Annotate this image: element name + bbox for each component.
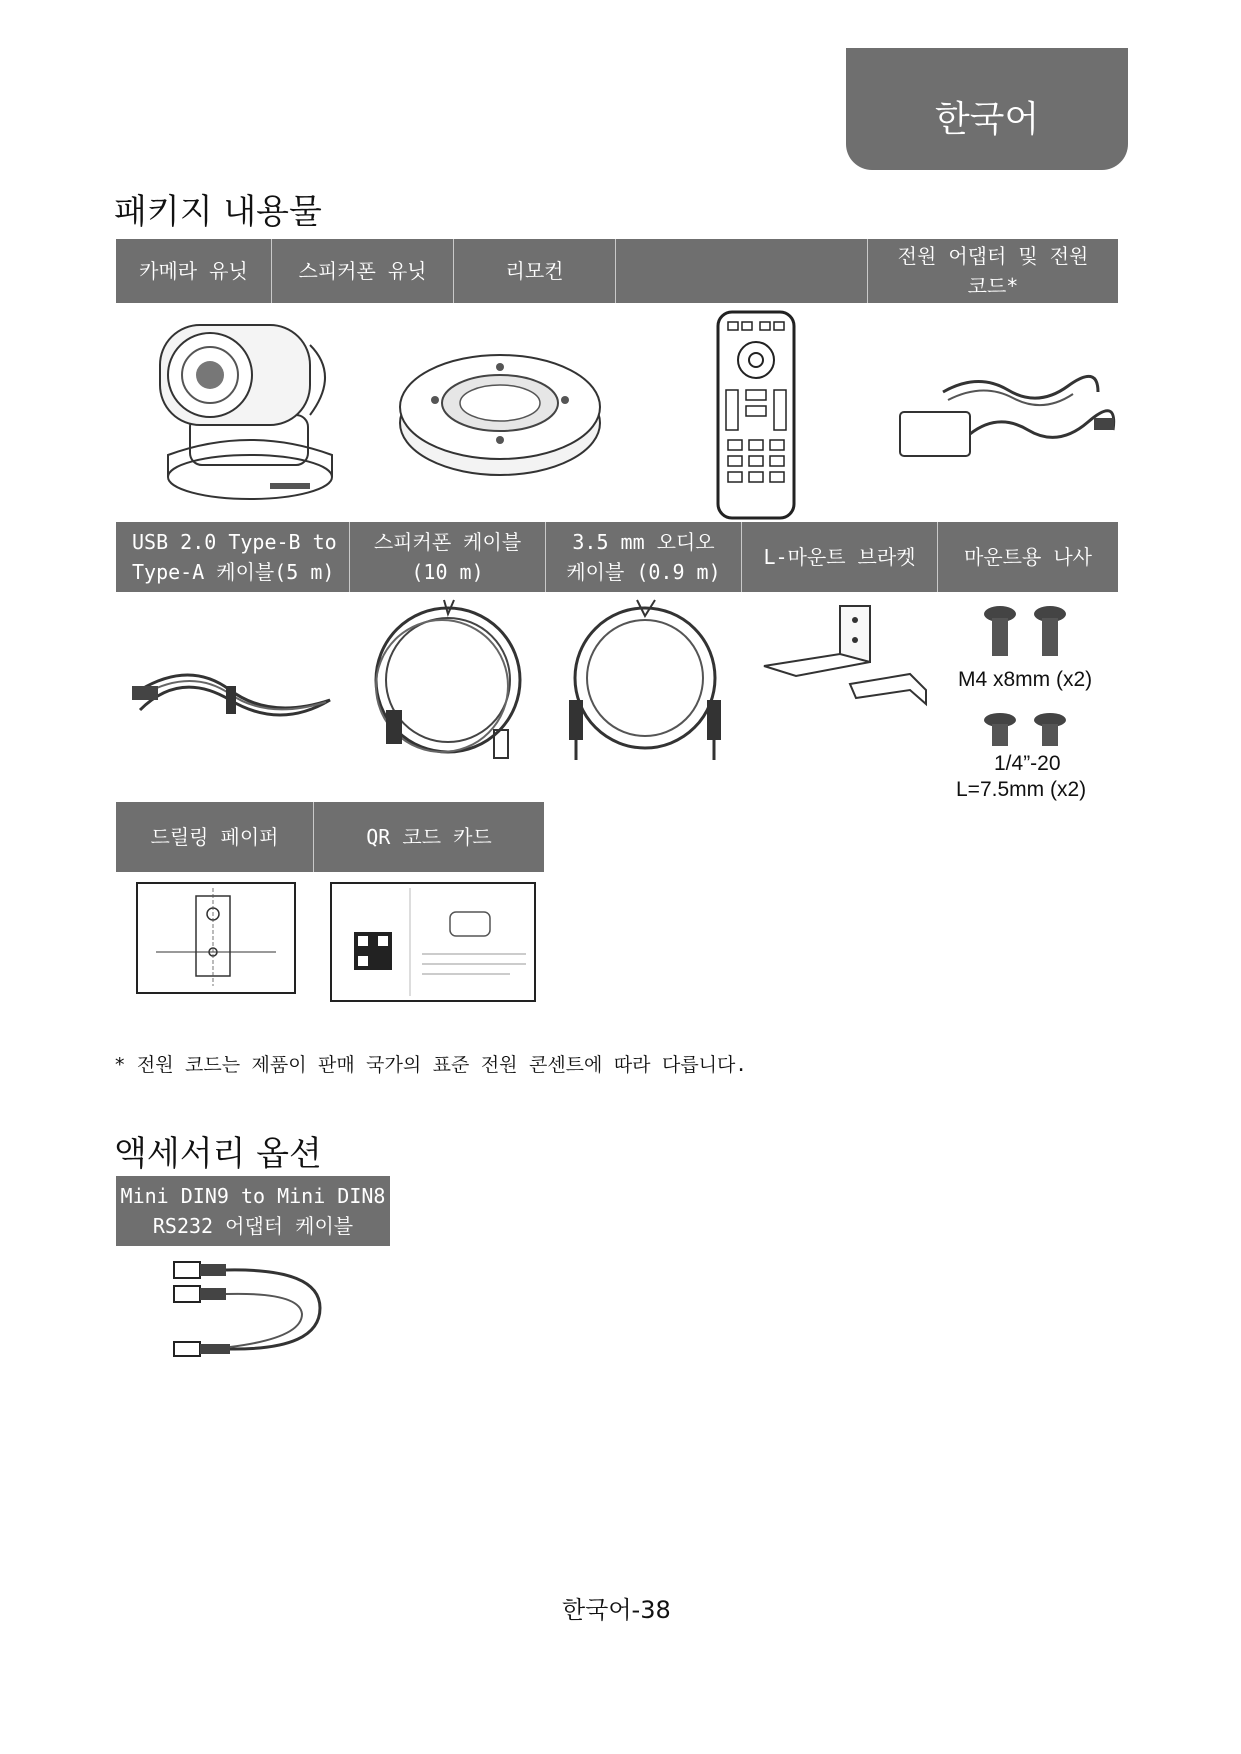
header-empty [616,239,868,303]
camera-unit-illustration [150,305,350,505]
page-number: 한국어-38 [562,1596,671,1624]
language-tab [846,48,1128,170]
screw-label-m4: M4 x8mm (x2) [958,668,1093,691]
screw-label-quarter-inch: 1/4”-20 [994,752,1061,775]
package-section-title: 패키지 내용물 [114,192,322,232]
header-power-adapter: 전원 어댑터 및 전원 코드* [868,239,1118,303]
header-camera-unit: 카메라 유닛 [116,239,272,303]
speakerphone-cable-illustration [368,600,528,770]
header-drilling-paper: 드릴링 페이퍼 [116,802,314,872]
speakerphone-unit-illustration [395,345,605,485]
screw-label-length: L=7.5mm (x2) [956,778,1087,801]
usb-cable-illustration [130,660,340,740]
quarter-inch-screws-illustration [980,712,1080,752]
header-speakerphone-cable: 스피커폰 케이블 (10 m) [350,522,546,592]
header-usb-cable: USB 2.0 Type-B to Type-A 케이블(5 m) [116,522,350,592]
header-mount-screws: 마운트용 나사 [938,522,1118,592]
power-adapter-illustration [898,372,1120,462]
header-remote-control: 리모컨 [454,239,616,303]
rs232-adapter-cable-illustration [170,1258,350,1368]
l-mount-bracket-illustration [760,600,930,710]
remote-control-illustration [716,310,796,520]
header-qr-code-card: QR 코드 카드 [314,802,544,872]
header-l-mount-bracket: L-마운트 브라켓 [742,522,938,592]
language-tab-label: 한국어 [934,98,1040,140]
header-speakerphone-unit: 스피커폰 유닛 [272,239,454,303]
header-rs232-adapter-cable: Mini DIN9 to Mini DIN8 RS232 어댑터 케이블 [116,1176,390,1246]
m4-screws-illustration [980,604,1080,664]
audio-cable-illustration [565,600,725,770]
drilling-paper-illustration [136,882,296,994]
accessories-section-title: 액세서리 옵션 [114,1134,322,1174]
qr-code-card-illustration [330,882,536,1002]
header-audio-cable: 3.5 mm 오디오 케이블 (0.9 m) [546,522,742,592]
power-cord-footnote: * 전원 코드는 제품이 판매 국가의 표준 전원 콘센트에 따라 다릅니다. [114,1054,747,1076]
